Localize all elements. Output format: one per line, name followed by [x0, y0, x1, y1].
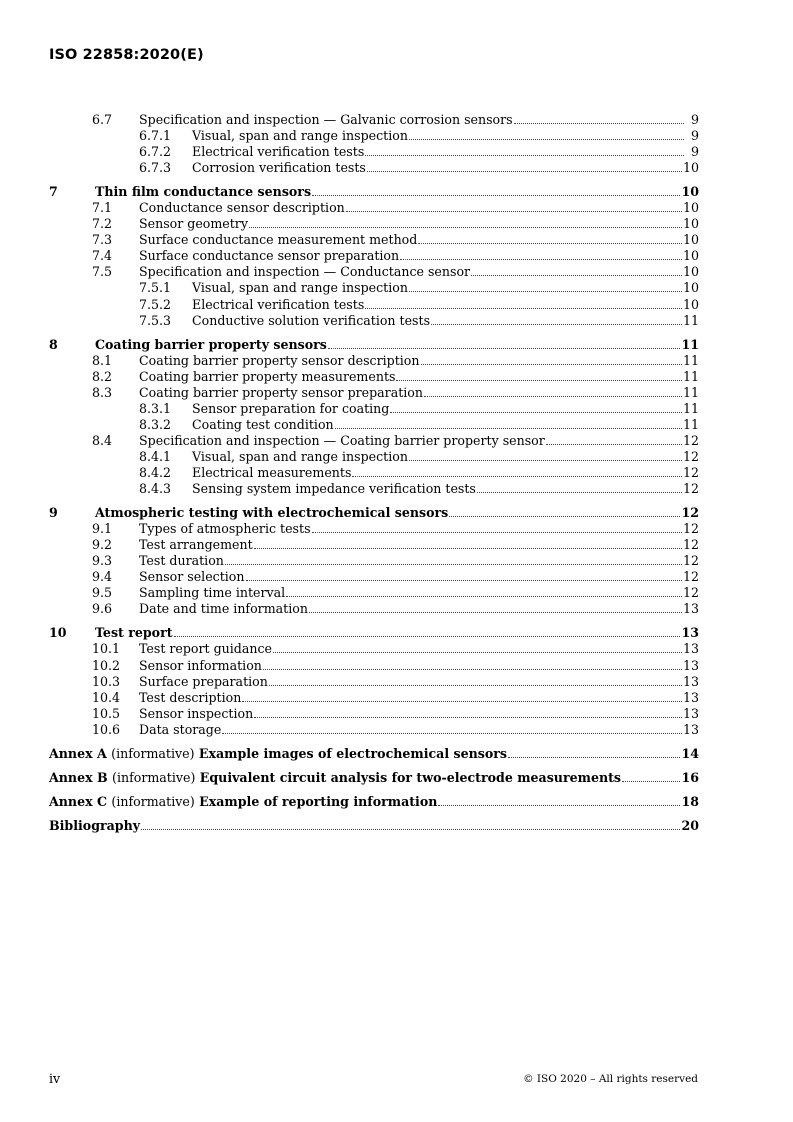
- toc-entry[interactable]: [49, 184, 699, 200]
- toc-entry-leader: [49, 818, 699, 834]
- dot-leader: [409, 139, 684, 140]
- toc-entry-title: Surface conductance measurement method: [139, 232, 418, 248]
- dot-leader: [328, 348, 681, 349]
- toc-entry[interactable]: [49, 449, 699, 465]
- dot-leader: [141, 829, 680, 830]
- toc-entry-page: 12: [682, 432, 699, 448]
- toc-entry-page: 12: [682, 537, 699, 553]
- toc-entry-page: 13: [682, 689, 699, 705]
- toc-entry-page: 9: [690, 144, 699, 160]
- toc-entry-page: 13: [682, 673, 699, 689]
- toc-entry[interactable]: [49, 353, 699, 369]
- dot-leader: [225, 564, 682, 565]
- dot-leader: [471, 275, 682, 276]
- toc-entry[interactable]: [49, 216, 699, 232]
- toc-entry-title: [49, 746, 508, 762]
- toc-entry[interactable]: [49, 601, 699, 617]
- toc-entry-leader: [49, 746, 699, 762]
- toc-entry[interactable]: [49, 569, 699, 585]
- toc-entry-title: Sensing system impedance verification tests: [192, 481, 476, 497]
- section-gap: [49, 738, 699, 746]
- dot-leader: [365, 155, 684, 156]
- dot-leader: [409, 460, 682, 461]
- annex-label: Annex B: [49, 769, 108, 785]
- toc-entry-leader: [139, 521, 699, 537]
- toc-entry-title: Coating barrier property sensor preparation: [139, 384, 423, 400]
- dot-leader: [546, 444, 682, 445]
- dot-leader: [312, 532, 682, 533]
- dot-leader: [254, 548, 682, 549]
- toc-entry-page: 13: [682, 641, 699, 657]
- toc-entry-title: Coating test condition: [192, 416, 334, 432]
- toc-entry[interactable]: [49, 297, 699, 313]
- dot-leader: [174, 636, 681, 637]
- dot-leader: [309, 612, 682, 613]
- document-id: ISO 22858:2020(E): [49, 47, 204, 63]
- toc-entry-leader: [192, 297, 699, 313]
- toc-entry-number: 9.3: [92, 553, 113, 569]
- toc-entry-leader: [192, 465, 699, 481]
- toc-entry-title: Specification and inspection — Coating barrier property sensor: [139, 432, 545, 448]
- toc-entry[interactable]: [49, 144, 699, 160]
- toc-entry-leader: [139, 112, 699, 128]
- dot-leader: [312, 195, 680, 196]
- toc-entry-leader: [139, 569, 699, 585]
- dot-leader: [409, 291, 682, 292]
- dot-leader: [352, 476, 682, 477]
- toc-entry-title: [49, 794, 438, 810]
- toc-entry-page: 10: [682, 296, 699, 312]
- toc-entry-title: Data storage: [139, 721, 222, 737]
- toc-entry[interactable]: [49, 385, 699, 401]
- toc-entry-leader: [139, 200, 699, 216]
- toc-entry-page: 10: [682, 248, 699, 264]
- toc-entry[interactable]: [49, 537, 699, 553]
- toc-entry-leader: [139, 658, 699, 674]
- dot-leader: [254, 717, 682, 718]
- toc-entry-number: 10: [49, 625, 67, 641]
- toc-entry-leader: [192, 160, 699, 176]
- toc-entry-title: Surface conductance sensor preparation: [139, 248, 400, 264]
- toc-entry-leader: [95, 337, 699, 353]
- dot-leader: [421, 364, 682, 365]
- dot-leader: [246, 580, 682, 581]
- toc-entry-title: Bibliography: [49, 817, 141, 833]
- toc-entry-page: 10: [682, 232, 699, 248]
- toc-entry[interactable]: [49, 465, 699, 481]
- toc-entry-leader: [95, 505, 699, 521]
- toc-entry[interactable]: [49, 200, 699, 216]
- toc-entry-number: 9.4: [92, 569, 113, 585]
- toc-entry-title: Corrosion verification tests: [192, 160, 366, 176]
- toc-entry-page: 10: [682, 200, 699, 216]
- toc-entry-page: 13: [681, 625, 699, 641]
- dot-leader: [390, 412, 682, 413]
- toc-entry-leader: [139, 585, 699, 601]
- toc-entry-number: 10.3: [92, 673, 121, 689]
- toc-entry-title: Atmospheric testing with electrochemical sensors: [95, 505, 449, 521]
- table-of-contents: [49, 112, 699, 834]
- toc-entry-leader: [192, 128, 699, 144]
- toc-entry[interactable]: [49, 112, 699, 128]
- toc-entry-page: 12: [681, 505, 699, 521]
- toc-entry-page: 12: [682, 464, 699, 480]
- toc-entry-page: 11: [682, 416, 699, 432]
- toc-entry-title: Conductive solution verification tests: [192, 312, 431, 328]
- toc-entry[interactable]: [49, 248, 699, 264]
- toc-annex-entry[interactable]: [49, 770, 699, 786]
- dot-leader: [622, 781, 680, 782]
- toc-entry-page: 11: [681, 336, 699, 352]
- toc-entry-title: Sensor preparation for coating: [192, 400, 390, 416]
- toc-entry-leader: [139, 706, 699, 722]
- toc-entry-number: 8.3: [92, 384, 113, 400]
- section-gap: [49, 762, 699, 770]
- dot-leader: [367, 171, 682, 172]
- section-gap: [49, 176, 699, 184]
- toc-entry-page: 10: [682, 280, 699, 296]
- toc-entry-number: 6.7.2: [139, 144, 172, 160]
- toc-entry-title: Surface preparation: [139, 673, 268, 689]
- toc-entry-number: 7.1: [92, 200, 113, 216]
- toc-entry-number: 6.7: [92, 112, 113, 127]
- toc-entry-page: 13: [682, 705, 699, 721]
- toc-entry[interactable]: [49, 641, 699, 657]
- toc-entry-page: 20: [681, 817, 699, 833]
- toc-entry[interactable]: [49, 585, 699, 601]
- section-gap: [49, 497, 699, 505]
- toc-entry-leader: [139, 385, 699, 401]
- dot-leader: [438, 805, 680, 806]
- toc-entry-title: Sensor geometry: [139, 216, 248, 232]
- toc-entry-page: 9: [690, 112, 699, 127]
- toc-entry-page: 16: [681, 769, 699, 785]
- section-gap: [49, 329, 699, 337]
- toc-entry-number: 9.5: [92, 585, 113, 601]
- dot-leader: [365, 308, 682, 309]
- page-number: iv: [49, 1071, 61, 1086]
- toc-entry-title: Visual, span and range inspection: [192, 280, 408, 296]
- toc-entry-leader: [49, 770, 699, 786]
- toc-entry-number: 9: [49, 505, 58, 521]
- toc-entry-leader: [139, 216, 699, 232]
- toc-entry-page: 12: [682, 521, 699, 537]
- dot-leader: [335, 428, 682, 429]
- toc-entry-number: 8.4.3: [139, 481, 172, 497]
- toc-entry-number: 8.1: [92, 352, 113, 368]
- toc-annex-entry[interactable]: [49, 818, 699, 834]
- dot-leader: [269, 685, 682, 686]
- toc-entry[interactable]: [49, 264, 699, 280]
- toc-annex-entry[interactable]: [49, 746, 699, 762]
- toc-entry-leader: [95, 625, 699, 641]
- toc-entry-leader: [139, 690, 699, 706]
- toc-entry-number: 7.5: [92, 264, 113, 280]
- toc-entry-number: 7.5.1: [139, 280, 172, 296]
- dot-leader: [449, 516, 680, 517]
- toc-entry-page: 10: [682, 160, 699, 176]
- toc-entry-page: 12: [682, 481, 699, 497]
- toc-entry[interactable]: [49, 313, 699, 329]
- dot-leader: [346, 211, 682, 212]
- toc-entry[interactable]: [49, 160, 699, 176]
- toc-entry-page: 14: [681, 745, 699, 761]
- toc-entry-leader: [192, 313, 699, 329]
- toc-entry-number: 10.5: [92, 705, 121, 721]
- toc-entry-number: 8.4.2: [139, 464, 172, 480]
- toc-entry-leader: [192, 144, 699, 160]
- toc-entry-leader: [139, 553, 699, 569]
- toc-entry-leader: [139, 369, 699, 385]
- toc-entry-title: Sensor selection: [139, 569, 245, 585]
- toc-entry-page: 12: [682, 569, 699, 585]
- toc-entry[interactable]: [49, 337, 699, 353]
- dot-leader: [249, 227, 682, 228]
- toc-entry[interactable]: [49, 505, 699, 521]
- toc-entry[interactable]: [49, 417, 699, 433]
- toc-entry-title: Sampling time interval: [139, 585, 286, 601]
- toc-entry-leader: [139, 248, 699, 264]
- section-gap: [49, 810, 699, 818]
- toc-entry-number: 8: [49, 336, 58, 352]
- toc-entry-number: 9.6: [92, 601, 113, 617]
- toc-entry[interactable]: [49, 433, 699, 449]
- section-gap: [49, 617, 699, 625]
- annex-title: Example of reporting information: [199, 793, 438, 809]
- toc-entry-title: Specification and inspection — Conductance sensor: [139, 264, 471, 280]
- toc-entry-title: Electrical measurements: [192, 464, 352, 480]
- toc-entry-leader: [139, 264, 699, 280]
- toc-entry-number: 10.4: [92, 689, 121, 705]
- toc-entry-number: 10.1: [92, 641, 121, 657]
- toc-entry-leader: [192, 481, 699, 497]
- toc-entry-title: Visual, span and range inspection: [192, 448, 408, 464]
- toc-entry-number: 6.7.3: [139, 160, 172, 176]
- toc-entry-leader: [139, 232, 699, 248]
- toc-entry-leader: [139, 641, 699, 657]
- toc-entry-page: 12: [682, 448, 699, 464]
- dot-leader: [263, 669, 682, 670]
- toc-entry[interactable]: [49, 658, 699, 674]
- toc-entry-title: Coating barrier property measurements: [139, 368, 396, 384]
- toc-entry-page: 12: [682, 585, 699, 601]
- toc-entry-leader: [49, 794, 699, 810]
- toc-entry-leader: [139, 353, 699, 369]
- toc-entry-number: 7.5.3: [139, 312, 172, 328]
- toc-entry-leader: [139, 601, 699, 617]
- toc-entry[interactable]: [49, 674, 699, 690]
- toc-entry-page: 11: [682, 312, 699, 328]
- toc-entry[interactable]: [49, 128, 699, 144]
- toc-entry[interactable]: [49, 706, 699, 722]
- dot-leader: [396, 380, 682, 381]
- toc-annex-entry[interactable]: [49, 794, 699, 810]
- toc-entry-title: Test report guidance: [139, 641, 272, 657]
- toc-entry-number: 8.3.2: [139, 416, 172, 432]
- toc-entry-title: Date and time information: [139, 601, 308, 617]
- toc-entry-number: 6.7.1: [139, 128, 172, 144]
- toc-entry-title: Coating barrier property sensors: [95, 336, 327, 352]
- toc-entry-number: 10.6: [92, 721, 121, 737]
- dot-leader: [418, 243, 682, 244]
- toc-entry-number: 8.2: [92, 368, 113, 384]
- section-gap: [49, 786, 699, 794]
- toc-entry-number: 8.4: [92, 432, 113, 448]
- toc-entry-page: 13: [682, 721, 699, 737]
- toc-entry-title: Visual, span and range inspection: [192, 128, 408, 144]
- toc-entry-page: 13: [682, 657, 699, 673]
- toc-entry-page: 9: [690, 128, 699, 144]
- toc-entry-title: Electrical verification tests: [192, 296, 365, 312]
- toc-entry-leader: [95, 184, 699, 200]
- toc-entry[interactable]: [49, 722, 699, 738]
- annex-title: Equivalent circuit analysis for two-electrode measurements: [199, 769, 622, 785]
- toc-entry-leader: [139, 537, 699, 553]
- toc-entry[interactable]: [49, 553, 699, 569]
- dot-leader: [222, 733, 682, 734]
- toc-entry-number: 7.2: [92, 216, 113, 232]
- annex-label: Annex C: [49, 793, 108, 809]
- toc-entry-number: 10.2: [92, 657, 121, 673]
- toc-entry-number: 7.3: [92, 232, 113, 248]
- toc-entry-title: Test report: [95, 625, 173, 641]
- toc-entry-leader: [192, 449, 699, 465]
- dot-leader: [424, 396, 682, 397]
- dot-leader: [273, 652, 682, 653]
- toc-entry[interactable]: [49, 401, 699, 417]
- toc-entry-page: 10: [682, 264, 699, 280]
- toc-entry-page: 11: [682, 368, 699, 384]
- toc-entry-title: Thin film conductance sensors: [95, 184, 312, 200]
- toc-entry[interactable]: [49, 690, 699, 706]
- toc-entry-title: Test duration: [139, 553, 224, 569]
- dot-leader: [286, 596, 682, 597]
- toc-entry-page: 11: [682, 400, 699, 416]
- copyright-notice: © ISO 2020 – All rights reserved: [523, 1073, 698, 1085]
- toc-entry-leader: [139, 722, 699, 738]
- annex-note: (informative): [112, 769, 196, 785]
- toc-entry-title: Sensor information: [139, 657, 262, 673]
- toc-entry[interactable]: [49, 232, 699, 248]
- toc-entry-number: 7.4: [92, 248, 113, 264]
- toc-entry-leader: [139, 674, 699, 690]
- toc-entry-page: 12: [682, 553, 699, 569]
- toc-entry-page: 13: [682, 601, 699, 617]
- toc-entry-page: 10: [681, 184, 699, 200]
- dot-leader: [400, 259, 682, 260]
- toc-entry-title: Test arrangement: [139, 537, 253, 553]
- toc-entry-number: 8.3.1: [139, 400, 172, 416]
- toc-entry-number: 7: [49, 184, 58, 200]
- toc-entry-number: 7.5.2: [139, 296, 172, 312]
- toc-entry-title: Sensor inspection: [139, 705, 254, 721]
- toc-entry-leader: [139, 433, 699, 449]
- toc-entry[interactable]: [49, 280, 699, 296]
- annex-note: (informative): [111, 793, 195, 809]
- annex-note: (informative): [111, 745, 195, 761]
- toc-entry-title: Electrical verification tests: [192, 144, 365, 160]
- toc-entry-title: Specification and inspection — Galvanic corrosion sensors: [139, 112, 513, 127]
- toc-entry-number: 8.4.1: [139, 448, 172, 464]
- toc-entry-page: 10: [682, 216, 699, 232]
- toc-entry-leader: [192, 417, 699, 433]
- toc-entry[interactable]: [49, 369, 699, 385]
- dot-leader: [477, 492, 682, 493]
- dot-leader: [514, 123, 684, 124]
- toc-entry-title: Coating barrier property sensor description: [139, 352, 420, 368]
- dot-leader: [431, 324, 682, 325]
- toc-entry-leader: [192, 401, 699, 417]
- toc-entry[interactable]: [49, 521, 699, 537]
- toc-entry[interactable]: [49, 481, 699, 497]
- toc-entry-title: Conductance sensor description: [139, 200, 345, 216]
- toc-entry[interactable]: [49, 625, 699, 641]
- annex-title: Example images of electrochemical sensors: [198, 745, 507, 761]
- toc-entry-number: 9.2: [92, 537, 113, 553]
- toc-entry-title: [49, 770, 622, 786]
- toc-entry-title: Types of atmospheric tests: [139, 521, 311, 537]
- dot-leader: [242, 701, 682, 702]
- toc-entry-title: Test description: [139, 689, 242, 705]
- toc-entry-page: 11: [682, 352, 699, 368]
- toc-entry-leader: [192, 280, 699, 296]
- toc-entry-page: 11: [682, 384, 699, 400]
- toc-entry-page: 18: [681, 793, 699, 809]
- annex-label: Annex A: [49, 745, 107, 761]
- dot-leader: [508, 757, 680, 758]
- toc-entry-number: 9.1: [92, 521, 113, 537]
